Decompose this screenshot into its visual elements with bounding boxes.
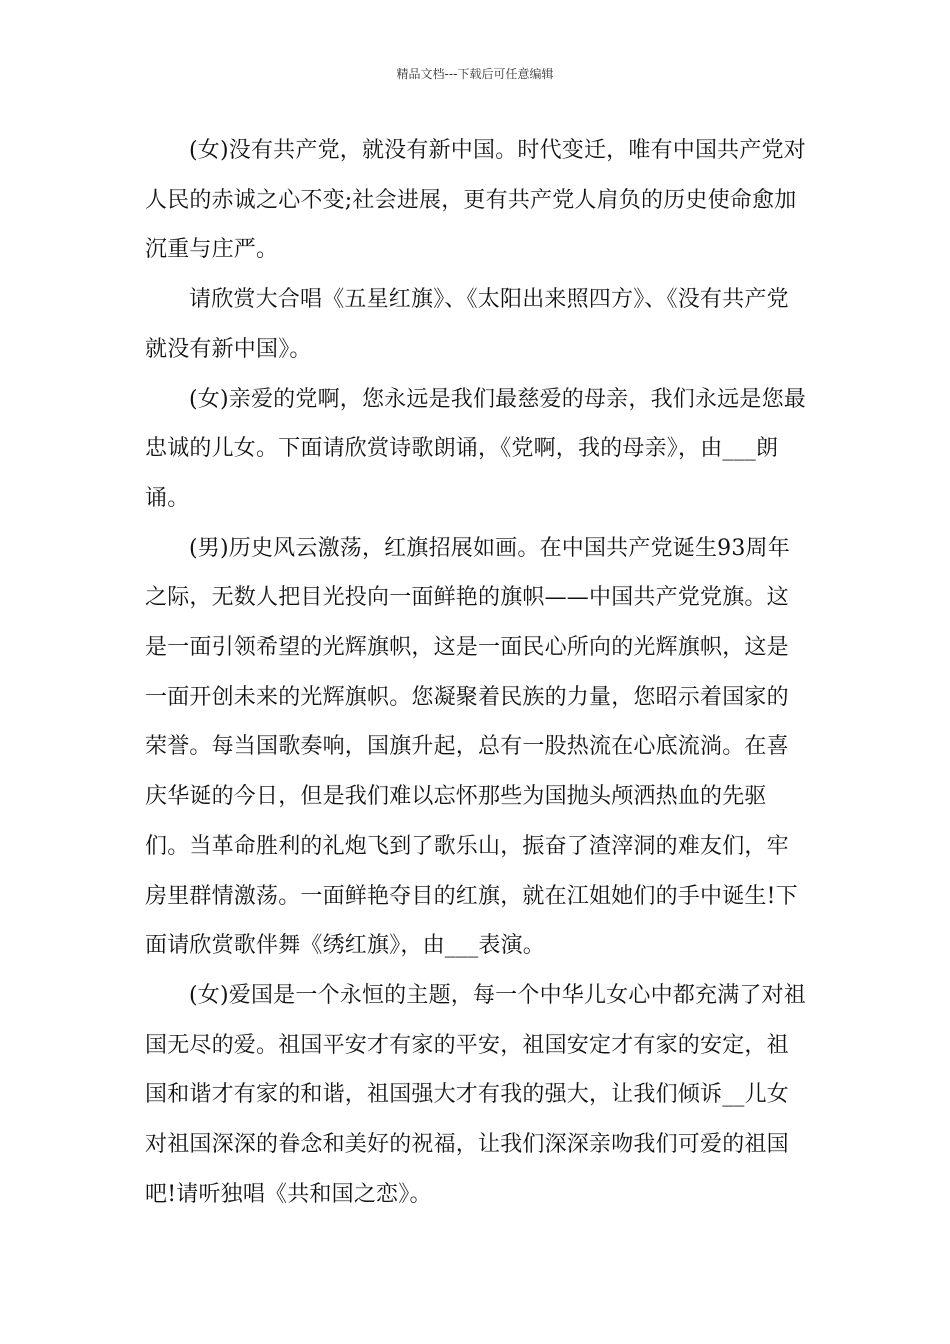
- document-body: [145, 126, 810, 1219]
- paragraph-4: (男)历史风云激荡，红旗招展如画。在中国共产党诞生93周年之际，无数人把目光投向一面鲜艳的旗帜——中国共产党党旗。这是一面引领希望的光辉旗帜，这是一面民心所向的光辉旗帜，这是一面开创未来的光辉旗帜。您凝聚着民族的力量，您昭示着国家的荣誉。每当国歌奏响，国旗升起，总有一股热流在心底流淌。在喜庆华诞的今日，但是我们难以忘怀那些为国抛头颅洒热血的先驱们。当革命胜利的礼炮飞到了歌乐山，振奋了渣滓洞的难友们，牢房里群情激荡。一面鲜艳夺目的红旗，就在江姐她们的手中诞生!下面请欣赏歌伴舞《绣红旗》，由___表演。: [145, 535, 798, 959]
- paragraph-2: 请欣赏大合唱《五星红旗》、《太阳出来照四方》、《没有共产党就没有新中国》。: [145, 287, 789, 362]
- paragraph-3: (女)亲爱的党啊，您永远是我们最慈爱的母亲，我们永远是您最忠诚的儿女。下面请欣赏诗歌朗诵，《党啊，我的母亲》，由___朗诵。: [145, 386, 806, 511]
- paragraph-1: (女)没有共产党，就没有新中国。时代变迁，唯有中国共产党对人民的赤诚之心不变;社会进展，更有共产党人肩负的历史使命愈加沉重与庄严。: [145, 138, 806, 263]
- page-header: 精品文档---下载后可任意编辑: [396, 67, 554, 81]
- paragraph-5: (女)爱国是一个永恒的主题，每一个中华儿女心中都充满了对祖国无尽的爱。祖国平安才有家的平安，祖国安定才有家的安定，祖国和谐才有家的和谐，祖国强大才有我的强大，让我们倾诉__儿女对祖国深深的眷念和美好的祝福，让我们深深亲吻我们可爱的祖国吧!请听独唱《共和国之恋》。: [145, 982, 806, 1207]
